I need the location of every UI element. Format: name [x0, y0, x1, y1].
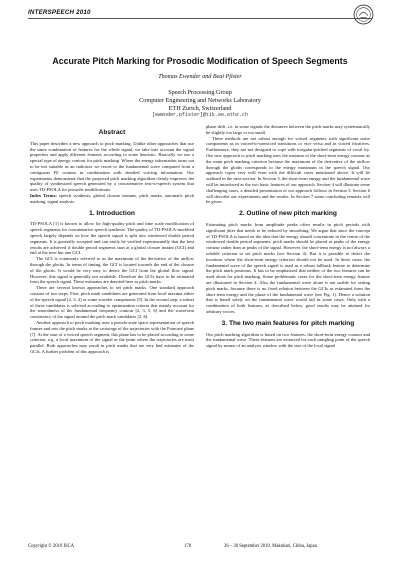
isca-seal-logo	[353, 4, 374, 25]
footer-page-number: 178	[184, 544, 192, 549]
abstract-heading: Abstract	[98, 129, 126, 136]
affiliation	[0, 89, 400, 120]
right-column	[206, 124, 370, 349]
affiliation-line-3: ETH Zurich, Switzerland	[168, 104, 232, 112]
author-email[interactable]: [ewender,pfister]@tik.ee.ethz.ch	[151, 112, 248, 119]
left-column	[30, 130, 194, 355]
abstract-text: This paper describes a new approach to pitch marking. Unlike other approaches that use the same combination of features for the whole signal, we take into account the signal properties and apply different features according to some heuristic. Basically we use a special type of energy contour for pitch marking. Where the energy information turns out to be not suitable as an indicator we resort to the fundamental wave computed from a contiguous F0 contour in combination with detailed voicing information. Our experiments demonstrate that the proposed pitch marking algorithm clearly improves the quality of synthesized speech generated by a concatenative text-to-speech system that uses TD-PSOLA for prosodic modifications.	[30, 140, 194, 193]
intro-paragraph-2: The GCI is commonly referred to as the maximum of the derivative of the airflow through the glottis. In terms of timing, the GCI is located towards the end of the closure of the glottis. It would be very easy to detect the GCI from the glottal flow signal. However, this signal is generally not available. Therefore the GCIs have to be estimated from the speech signal. These estimates are denoted here as pitch marks.	[30, 256, 194, 285]
header-rule	[28, 18, 372, 19]
features-heading: 3. The two main features for pitch marking	[221, 319, 355, 327]
paper-title: Accurate Pitch Marking for Prosodic Modification of Speech Segments	[52, 56, 348, 66]
index-terms	[30, 193, 194, 205]
features-paragraph: Our pitch marking algorithm is based on two features: the short-term energy contour and the fundamental wave. These features are extracted for each sampling point of the speech signal by means of an analysis window with the size of the local signal	[206, 331, 370, 349]
footer-conference-dates: 26 – 30 September 2010, Makuhari, Chiba, Japan	[224, 544, 317, 549]
footer-copyright: Copyright © 2010 ISCA	[28, 544, 75, 549]
intro-paragraph-4: Another approach to pitch marking uses a pseudo-state space representation of speech frames and sets the pitch marks at the crossings of the trajectories with the Poincaré plane [7]. At the start of a voiced speech segment, this plane has to be placed according to some criterion, e.g. a local maximum of the signal or the point where the trajectories are most parallel. Both approaches may result in pitch marks that are very bad estimates of the GCIs. A further problem of this approach is	[30, 319, 194, 354]
intro-heading: 1. Introduction	[89, 209, 135, 217]
affiliation-line-2: Computer Engineering and Networks Laboratory	[139, 96, 261, 104]
intro-paragraph-1: TD-PSOLA [1] is known to allow for high-quality pitch and time scale modification of speech segments for concatenative speech synthesis. The quality of TD-PSOLA-modified speech largely depends on how the speech signal is split into windowed double period segments. It is generally accepted and can easily be verified experimentally that the best results are achieved if double period segments start at a glottal closure instant (GCI) and end at the next but one GCI.	[30, 221, 194, 256]
affiliation-line-1: Speech Processing Group	[168, 89, 232, 96]
index-terms-label: Index Terms:	[30, 192, 57, 198]
index-terms-text: speech synthesis, glottal closure instants, pitch marks, automatic pitch marking, signal analysis.	[30, 192, 194, 204]
continued-paragraph-1: phase drift, i.e. in some signals the distances between the pitch marks may systematically be slightly too large or too small.	[206, 124, 370, 135]
paper-authors: Thomas Ewender and Beat Pfister	[158, 74, 242, 80]
conference-header: INTERSPEECH 2010	[28, 9, 91, 16]
outline-heading: 2. Outline of new pitch marking	[239, 210, 337, 218]
intro-paragraph-3: There are several known approaches to set pitch marks. One standard approach consists of two steps. First, pitch mark candidates are generated from local maxima either of the speech signal [2, 3, 4] or some wavelet components [5]. In the second step, a subset of these candidates is selected according to optimization criteria that mainly account for the smoothness of the fundamental frequency contour [2, 3, 5, 6] and the waveform consistency of the signal around the pitch mark candidates [2, 6].	[30, 285, 194, 320]
outline-paragraph: Estimating pitch marks from amplitude peaks often results in pitch periods with significant jitter that needs to be reduced by smoothing. We argue that since the concept of TD-PSOLA is based on the idea that the energy should concentrate in the centre of the windowed double period segments, pitch marks should be placed at peaks of the energy contour rather than at peaks of the signal. However, the short-term energy is not always a reliable criterion to set pitch marks (see Section 4). But it is possible to detect the locations where the short-term energy criterion should not be used. In these cases, the fundamental wave of the speech signal is used as a robust fallback feature to determine the pitch mark positions. It has to be emphasised that neither of the two features can be used alone for pitch marking. Some problematic cases for the short-term energy feature are illustrated in Section 4. Also the fundamental wave alone is not usable for setting pitch marks, because there is no fixed relation between the GCIs as estimated from the short-term energy and the phase of the fundamental wave (see Fig. 1). Hence a solution that is based solely on the fundamental wave would fail in some cases. Only with a combination of both features, as described below, good results may be attained for arbitrary voices.	[206, 221, 370, 314]
continued-paragraph-2: These methods are not robust enough for voiced segments with significant noise components as in voiced-to-unvoiced transitions or vice versa and in voiced fricatives. Furthermore, they are not designed to cope with irregular-pitched segments of vocal fry. Our new approach to pitch marking uses the maxima of the short-term energy contour as the main pitch marking criterion because the maximum of the derivative of the airflow through the glottis corresponds to the energy maximum in the speech signal. Our approach copes very well even with the difficult cases mentioned above. It will be outlined in the next section. In Section 3, the short-term energy and the fundamental wave will be introduced as the two basic features of our approach. Section 4 will illustrate some challenging cases, a detailed presentation of our approach follows in Section 5. Section 6 will describe our experiments and the results. In Section 7 some concluding remarks will be given.	[206, 135, 370, 205]
